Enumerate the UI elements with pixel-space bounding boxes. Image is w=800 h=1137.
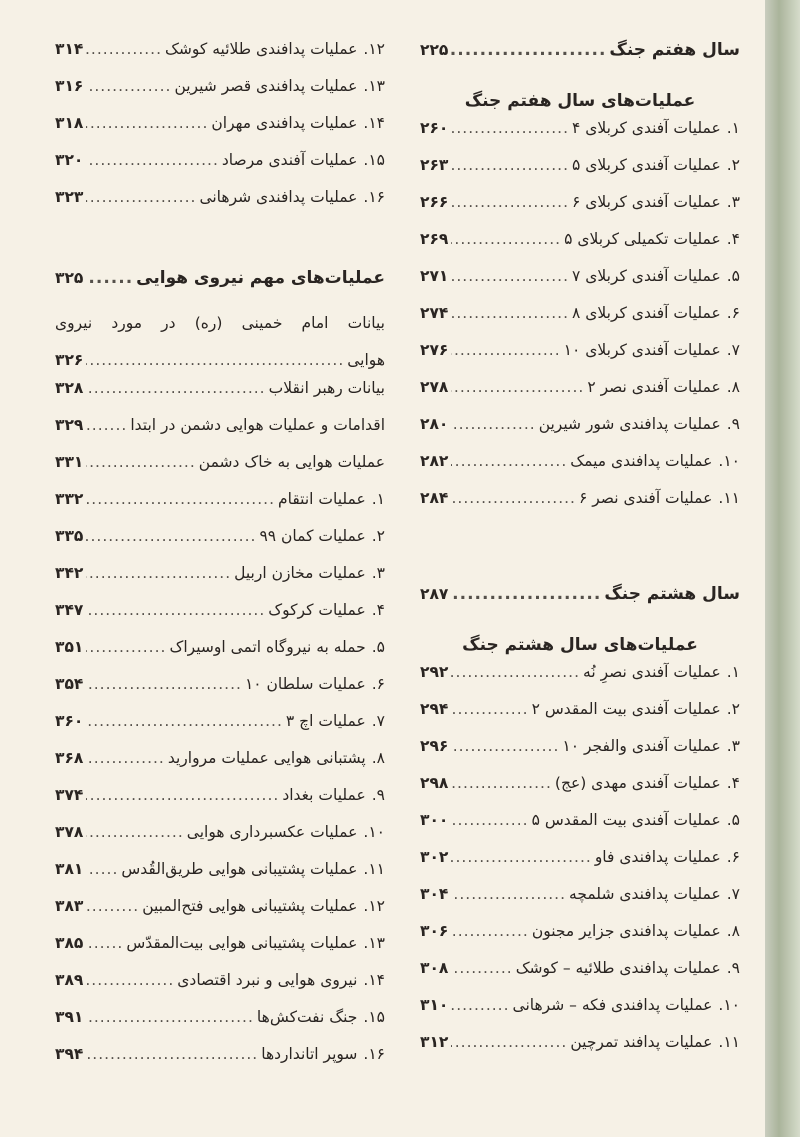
toc-entry	[55, 453, 385, 490]
entry-title: عملیات پشتیبانی هوایی بیت‌المقدّس	[126, 934, 358, 952]
entry-page-number: ۳۲۰	[55, 151, 84, 169]
entry-page-number: ۲۹۶	[420, 737, 449, 755]
toc-entry	[55, 749, 385, 786]
entry-title: عملیات آفندی بیت المقدس ۵	[531, 811, 721, 829]
dot-leader	[86, 860, 118, 878]
subheading-year8: عملیات‌های سال هشتم جنگ	[462, 635, 698, 655]
entry-number: ۹.	[726, 415, 740, 433]
dot-leader	[86, 268, 133, 288]
entry-number: ۹.	[726, 959, 740, 977]
entry-number: ۱۵.	[363, 1008, 385, 1026]
entry-number: ۳.	[726, 737, 740, 755]
entry-number: ۱۶.	[363, 1045, 385, 1063]
entry-number: ۱۵.	[363, 151, 385, 169]
dot-leader	[86, 40, 162, 58]
entry-page-number: ۲۹۸	[420, 774, 449, 792]
dot-leader	[451, 230, 561, 248]
section-heading-year8: سال هشتم جنگ ..... ۲۸۷	[420, 584, 740, 621]
book-edge	[765, 0, 800, 1137]
dot-leader	[451, 959, 512, 977]
entry-page-number: ۲۸۰	[420, 415, 449, 433]
dot-leader	[86, 786, 279, 804]
entry-number: ۱۲.	[363, 40, 385, 58]
entry-title: سوپر اتانداردها	[261, 1045, 358, 1063]
entry-number: ۱۱.	[363, 860, 385, 878]
toc-entry	[420, 922, 740, 959]
entry-title: عملیات آفندی کربلای ۱۰	[563, 341, 721, 359]
entry-page-number: ۳۲۸	[55, 379, 84, 397]
toc-entry	[55, 77, 385, 114]
entry-title: عملیات پدافند تمرچین	[570, 1033, 713, 1051]
toc-entry	[55, 1045, 385, 1082]
toc-entry	[420, 119, 740, 156]
dot-leader	[86, 527, 256, 545]
entry-number: ۱۱.	[718, 1033, 740, 1051]
dot-leader	[451, 415, 535, 433]
toc-entry	[420, 452, 740, 489]
entry-number: ۵.	[726, 811, 740, 829]
toc-entry	[420, 489, 740, 526]
entry-title: بیانات رهبر انقلاب	[268, 379, 385, 397]
dot-leader	[451, 452, 567, 470]
entry-title: عملیات پدافندی فکه – شرهانی	[512, 996, 713, 1014]
entry-page-number: ۳۵۴	[55, 675, 84, 693]
dot-leader	[86, 188, 196, 206]
entry-title: پشتبانی هوایی عملیات مروارید	[167, 749, 366, 767]
entry-number: ۱.	[726, 663, 740, 681]
entry-number: ۱۶.	[363, 188, 385, 206]
dot-leader	[86, 151, 219, 169]
dot-leader	[451, 378, 584, 396]
entry-page-number: ۳۵۱	[55, 638, 84, 656]
entry-page-number: ۳۹۱	[55, 1008, 84, 1026]
entry-title: عملیات پشتیبانی هوایی فتح‌المبین	[142, 897, 358, 915]
entry-number: ۲.	[726, 700, 740, 718]
entry-number: ۴.	[726, 774, 740, 792]
dot-leader	[86, 601, 265, 619]
dot-leader	[86, 379, 265, 397]
entry-title: عملیات پدافندی شور شیرین	[538, 415, 721, 433]
entry-title: عملیات پدافندی جزایر مجنون	[531, 922, 721, 940]
toc-list-year7	[420, 119, 740, 526]
entry-page-number: ۳۴۷	[55, 601, 84, 619]
toc-entry	[420, 304, 740, 341]
entry-title: عملیات آفندی نصرِ نُه	[583, 663, 721, 681]
toc-entry	[55, 897, 385, 934]
entry-title: عملیات کرکوک	[268, 601, 366, 619]
entry-page-number: ۲۸۲	[420, 452, 449, 470]
entry-number: ۱۰.	[718, 996, 740, 1014]
toc-entry	[55, 712, 385, 749]
entry-title: عملیات آفندی کربلای ۶	[572, 193, 721, 211]
dot-leader	[86, 934, 123, 952]
dot-leader	[86, 114, 208, 132]
toc-entry	[55, 527, 385, 564]
toc-entry	[55, 971, 385, 1008]
dot-leader	[86, 749, 164, 767]
entry-number: ۸.	[371, 749, 385, 767]
entry-page-number: ۲۶۶	[420, 193, 449, 211]
entry-title: عملیات آفندی کربلای ۵	[572, 156, 721, 174]
entry-title: عملیات پدافندی طلائیه کوشک	[165, 40, 358, 58]
dot-leader	[451, 922, 528, 940]
dot-leader	[451, 341, 560, 359]
toc-entry	[420, 267, 740, 304]
entry-number: ۲.	[726, 156, 740, 174]
toc-entry	[55, 188, 385, 225]
entry-page-number: ۳۱۲	[420, 1033, 449, 1051]
dot-leader	[86, 1008, 254, 1026]
entry-page-number: ۳۱۶	[55, 77, 84, 95]
section-heading-year7: سال هفتم جنگ ..... ۲۲۵	[420, 40, 740, 77]
dot-leader	[86, 564, 231, 582]
entry-number: ۱۰.	[363, 823, 385, 841]
toc-left-column	[55, 40, 385, 1082]
toc-entry	[55, 823, 385, 860]
toc-entry	[420, 774, 740, 811]
entry-title: عملیات آفندی کربلای ۴	[572, 119, 721, 137]
entry-page-number: ۳۰۲	[420, 848, 449, 866]
entry-title: عملیات آفندی نصر ۲	[587, 378, 721, 396]
entry-number: ۵.	[726, 267, 740, 285]
entry-page-number: ۳۸۱	[55, 860, 84, 878]
entry-number: ۱۱.	[718, 489, 740, 507]
entry-number: ۴.	[371, 601, 385, 619]
toc-entry	[55, 786, 385, 823]
toc-entry	[420, 156, 740, 193]
dot-leader	[86, 77, 171, 95]
entry-title: عملیات انتقام	[278, 490, 366, 508]
entry-page-number: ۳۰۶	[420, 922, 449, 940]
dot-leader	[86, 638, 166, 656]
entry-number: ۱۴.	[363, 114, 385, 132]
entry-title: نیروی هوایی و نبرد اقتصادی	[177, 971, 358, 989]
toc-entry	[420, 811, 740, 848]
entry-number: ۱۴.	[363, 971, 385, 989]
entry-page-number: ۳۷۴	[55, 786, 84, 804]
entry-title: عملیات آفندی بیت المقدس ۲	[531, 700, 721, 718]
entry-title: عملیات اچ ۳	[285, 712, 366, 730]
entry-number: ۸.	[726, 378, 740, 396]
dot-leader	[86, 416, 127, 434]
toc-entry	[420, 193, 740, 230]
entry-page-number: ۳۱۴	[55, 40, 84, 58]
dot-leader	[451, 700, 528, 718]
dot-leader	[86, 675, 242, 693]
toc-list-air-unnumbered	[55, 379, 385, 490]
entry-page-number: ۳۳۲	[55, 490, 84, 508]
dot-leader	[451, 1033, 567, 1051]
toc-entry	[420, 663, 740, 700]
entry-page-number: ۳۱۰	[420, 996, 449, 1014]
toc-entry	[420, 885, 740, 922]
entry-page-number: ۳۸۵	[55, 934, 84, 952]
toc-entry	[420, 1033, 740, 1070]
entry-number: ۴.	[726, 230, 740, 248]
dot-leader	[451, 774, 552, 792]
entry-number: ۷.	[726, 341, 740, 359]
dot-leader	[451, 584, 601, 604]
entry-title: عملیات کمان ۹۹	[259, 527, 366, 545]
entry-title: عملیات پدافندی شرهانی	[199, 188, 358, 206]
toc-entry	[420, 378, 740, 415]
toc-entry	[55, 114, 385, 151]
entry-number: ۱۳.	[363, 934, 385, 952]
entry-page-number: ۲۷۴	[420, 304, 449, 322]
entry-page-number: ۲۷۶	[420, 341, 449, 359]
entry-page-number: ۳۶۸	[55, 749, 84, 767]
entry-number: ۱۳.	[363, 77, 385, 95]
entry-title: اقدامات و عملیات هوایی دشمن در ابتدا	[130, 416, 385, 434]
entry-page-number: ۳۰۴	[420, 885, 449, 903]
toc-entry	[55, 151, 385, 188]
entry-page-number: ۲۶۰	[420, 119, 449, 137]
entry-page-number: ۲۹۲	[420, 663, 449, 681]
dot-leader	[451, 489, 576, 507]
dot-leader	[451, 848, 591, 866]
entry-number: ۱.	[726, 119, 740, 137]
subheading-year7: عملیات‌های سال هفتم جنگ	[464, 91, 696, 111]
entry-page-number: ۳۸۳	[55, 897, 84, 915]
dot-leader	[86, 1045, 258, 1063]
entry-title: عملیات آفندی مهدی (عج)	[554, 774, 721, 792]
entry-page-number: ۳۲۹	[55, 416, 84, 434]
entry-number: ۵.	[371, 638, 385, 656]
entry-number: ۳.	[726, 193, 740, 211]
entry-page-number: ۳۸۹	[55, 971, 84, 989]
entry-number: ۶.	[726, 304, 740, 322]
entry-page-number: ۲۷۸	[420, 378, 449, 396]
toc-list-air-operations	[55, 490, 385, 1082]
toc-entry	[55, 416, 385, 453]
spacer	[420, 526, 740, 584]
entry-title: عملیات پشتیبانی هوایی طریق‌القُدس	[121, 860, 358, 878]
entry-title: عملیات پدافندی فاو	[594, 848, 721, 866]
entry-page-number: ۳۳۱	[55, 453, 84, 471]
entry-number: ۶.	[726, 848, 740, 866]
entry-number: ۳.	[371, 564, 385, 582]
dot-leader	[451, 996, 509, 1014]
dot-leader	[86, 453, 195, 471]
entry-title: عملیات تکمیلی کربلای ۵	[564, 230, 721, 248]
dot-leader	[86, 823, 183, 841]
entry-title: عملیات آفندی نصر ۶	[578, 489, 713, 507]
dot-leader	[86, 712, 283, 730]
entry-title: حمله به نیروگاه اتمی اوسیراک	[169, 638, 366, 656]
dot-leader	[451, 40, 606, 60]
dot-leader	[86, 490, 275, 508]
entry-page-number: ۳۰۸	[420, 959, 449, 977]
toc-entry	[420, 737, 740, 774]
entry-page-number: ۲۷۱	[420, 267, 449, 285]
entry-number: ۱.	[371, 490, 385, 508]
toc-entry	[55, 564, 385, 601]
toc-entry	[420, 848, 740, 885]
entry-page-number: ۲۶۹	[420, 230, 449, 248]
entry-page-number: ۳۲۳	[55, 188, 84, 206]
toc-list-year8-continued	[55, 40, 385, 225]
dot-leader	[451, 885, 566, 903]
dot-leader	[451, 193, 569, 211]
toc-entry	[420, 341, 740, 378]
toc-right-column	[420, 40, 740, 1070]
entry-page-number: ۲۸۴	[420, 489, 449, 507]
entry-number: ۲.	[371, 527, 385, 545]
entry-number: ۷.	[726, 885, 740, 903]
toc-entry	[55, 40, 385, 77]
toc-entry	[420, 700, 740, 737]
toc-entry	[420, 230, 740, 267]
toc-entry	[55, 601, 385, 638]
section-heading-air-force: عملیات‌های مهم نیروی هوایی ..... ۳۲۵	[55, 268, 385, 305]
dot-leader	[451, 663, 580, 681]
entry-title: عملیات مخازن اربیل	[234, 564, 366, 582]
toc-entry-khomeini-statements: بیانات امام خمینی (ره) در مورد نیروی هوایی ..... ۳۲۶	[55, 305, 385, 379]
entry-page-number: ۳۶۰	[55, 712, 84, 730]
toc-entry	[55, 934, 385, 971]
entry-page-number: ۳۰۰	[420, 811, 449, 829]
dot-leader	[451, 811, 528, 829]
entry-number: ۱۰.	[718, 452, 740, 470]
entry-page-number: ۳۴۲	[55, 564, 84, 582]
dot-leader	[451, 156, 569, 174]
entry-title: عملیات آفندی کربلای ۸	[572, 304, 721, 322]
entry-title: عملیات پدافندی قصر شیرین	[174, 77, 358, 95]
dot-leader	[86, 342, 344, 379]
entry-title: عملیات پدافندی شلمچه	[569, 885, 721, 903]
dot-leader	[451, 737, 559, 755]
entry-page-number: ۳۳۵	[55, 527, 84, 545]
toc-entry	[55, 860, 385, 897]
entry-number: ۱۲.	[363, 897, 385, 915]
entry-title: عملیات آفندی والفجر ۱۰	[562, 737, 721, 755]
toc-entry	[55, 490, 385, 527]
toc-entry	[55, 379, 385, 416]
entry-title: عملیات سلطان ۱۰	[244, 675, 366, 693]
entry-page-number: ۳۷۸	[55, 823, 84, 841]
entry-title: عملیات عکسبرداری هوایی	[186, 823, 358, 841]
dot-leader	[86, 897, 139, 915]
entry-title: عملیات پدافندی میمک	[570, 452, 713, 470]
entry-title: عملیات پدافندی مهران	[211, 114, 358, 132]
entry-title: عملیات بغداد	[282, 786, 366, 804]
toc-entry	[420, 996, 740, 1033]
entry-page-number: ۲۶۳	[420, 156, 449, 174]
entry-title: عملیات هوایی به خاک دشمن	[198, 453, 385, 471]
entry-page-number: ۳۱۸	[55, 114, 84, 132]
entry-title: عملیات پدافندی طلائیه – کوشک	[515, 959, 721, 977]
spacer	[55, 225, 385, 268]
toc-entry	[420, 959, 740, 996]
entry-number: ۷.	[371, 712, 385, 730]
dot-leader	[451, 304, 569, 322]
toc-entry	[55, 638, 385, 675]
toc-entry	[55, 1008, 385, 1045]
entry-title: عملیات آفندی کربلای ۷	[572, 267, 721, 285]
dot-leader	[451, 267, 569, 285]
entry-number: ۹.	[371, 786, 385, 804]
entry-number: ۸.	[726, 922, 740, 940]
entry-number: ۶.	[371, 675, 385, 693]
toc-list-year8	[420, 663, 740, 1070]
toc-entry	[420, 415, 740, 452]
dot-leader	[86, 971, 174, 989]
entry-page-number: ۲۹۴	[420, 700, 449, 718]
entry-page-number: ۳۹۴	[55, 1045, 84, 1063]
dot-leader	[451, 119, 569, 137]
entry-title: جنگ نفت‌کش‌ها	[256, 1008, 358, 1026]
entry-title: عملیات آفندی مرصاد	[221, 151, 358, 169]
toc-entry	[55, 675, 385, 712]
